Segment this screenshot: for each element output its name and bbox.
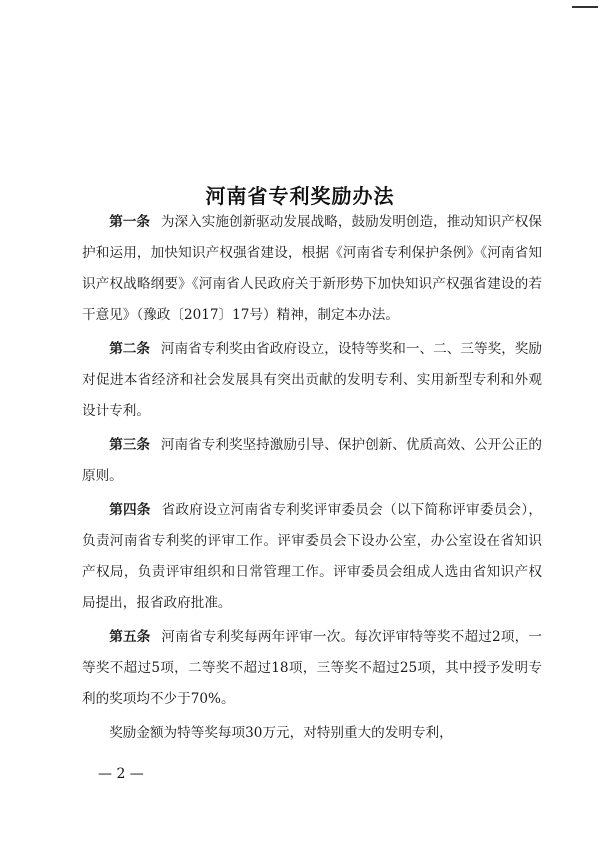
- article-2: [82, 334, 542, 427]
- article-text: 奖励金额为特等奖每项30万元，对特别重大的发明专利，: [109, 725, 453, 741]
- article-label: 第二条: [109, 341, 151, 357]
- article-label: 第四条: [109, 502, 151, 518]
- article-3: [82, 430, 542, 492]
- page-title: 河南省专利奖励办法: [205, 184, 395, 209]
- article-text: 河南省专利奖每两年评审一次。每次评审特等奖不超过2项，一等奖不超过5项，二等奖不超过18项，三等奖不超过25项，其中授予发明专利的奖项均不少于70%。: [82, 629, 542, 707]
- article-1: [82, 207, 542, 331]
- article-text: 为深入实施创新驱动发展战略，鼓励发明创造，推动知识产权保护和运用，加快知识产权强省建设，根据《河南省专利保护条例》《河南省知识产权战略纲要》《河南省人民政府关于新形势下加快知识产权强省建设的若干意见》（豫政〔2017〕17号）精神，制定本办法。: [82, 214, 543, 323]
- article-text: 河南省专利奖由省政府设立，设特等奖和一、二、三等奖，奖励对促进本省经济和社会发展具有突出贡献的发明专利、实用新型专利和外观设计专利。: [82, 341, 543, 419]
- top-edge-rule: [572, 6, 598, 8]
- article-label: 第三条: [109, 437, 151, 453]
- document-body: [82, 207, 542, 749]
- article-label: 第五条: [109, 629, 151, 645]
- article-text: 省政府设立河南省专利奖评审委员会（以下简称评审委员会），负责河南省专利奖的评审工作。评审委员会下设办公室，办公室设在省知识产权局，负责评审组织和日常管理工作。评审委员会组成人选由省知识产权局提出，报省政府批准。: [82, 502, 542, 611]
- article-5-continuation: [82, 718, 542, 749]
- article-5: [82, 622, 542, 715]
- article-4: [82, 495, 542, 619]
- article-text: 河南省专利奖坚持激励引导、保护创新、优质高效、公开公正的原则。: [82, 437, 543, 484]
- article-label: 第一条: [109, 214, 151, 230]
- page-number: — 2 —: [98, 766, 144, 782]
